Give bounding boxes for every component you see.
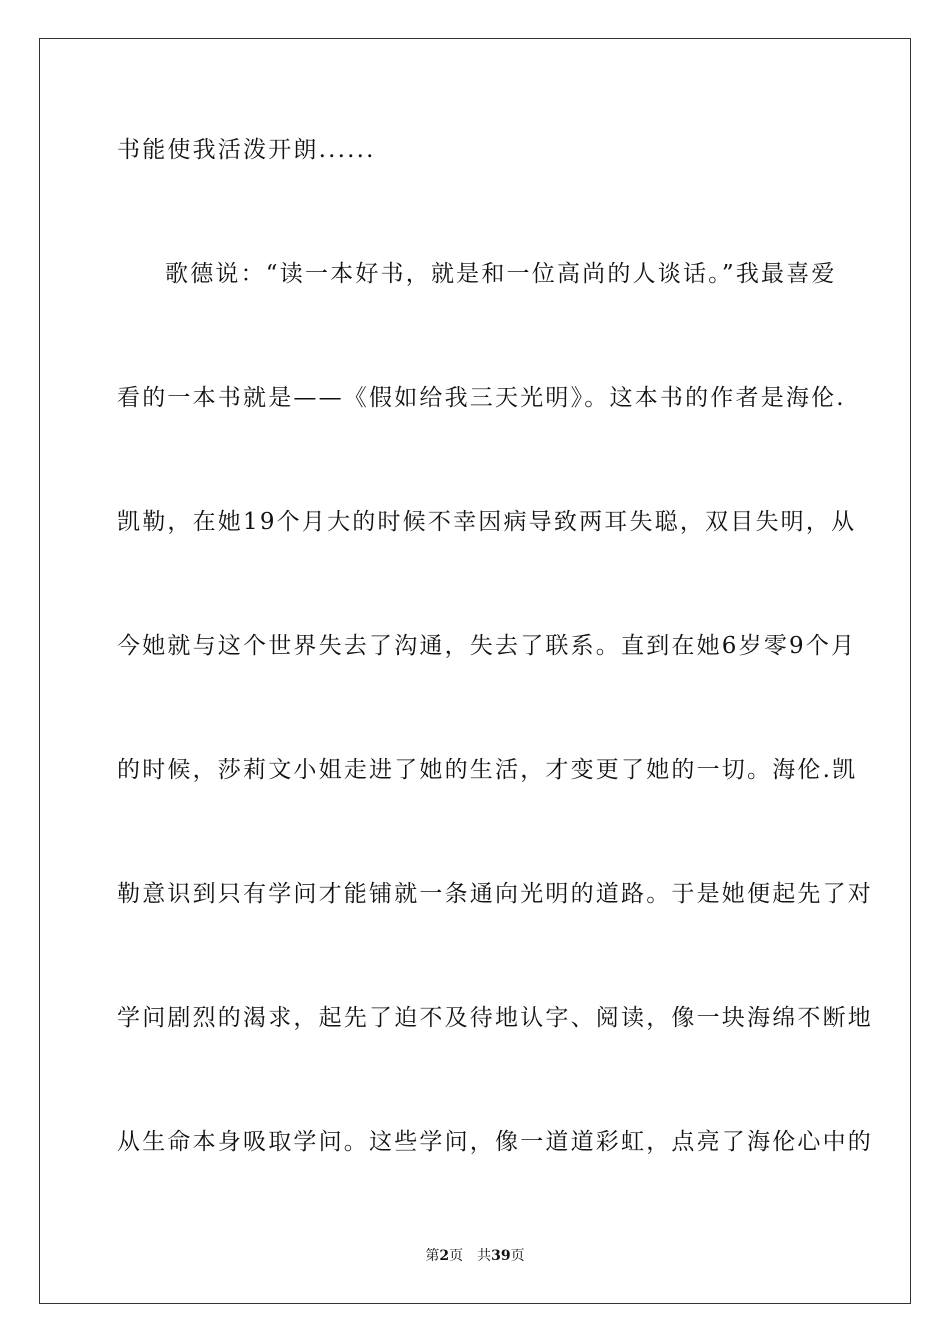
- paragraph-line: 书能使我活泼开朗......: [117, 137, 376, 163]
- total-pages-number: 39: [491, 1248, 511, 1264]
- paragraph-line: 学问剧烈的渴求，起先了迫不及待地认字、阅读，像一块海绵不断地: [117, 1005, 873, 1031]
- paragraph-line: 看的一本书就是——《假如给我三天光明》。这本书的作者是海伦.: [117, 385, 846, 411]
- page-border: [39, 38, 911, 1304]
- paragraph-line: 今她就与这个世界失去了沟通，失去了联系。直到在她6岁零9个月: [117, 633, 857, 659]
- paragraph-line: 凯勒，在她19个月大的时候不幸因病导致两耳失聪，双目失明，从: [117, 509, 857, 535]
- page-footer: [0, 1247, 950, 1265]
- page-suffix: 页: [449, 1248, 464, 1264]
- paragraph-line: 勒意识到只有学问才能铺就一条通向光明的道路。于是她便起先了对: [117, 881, 873, 907]
- total-prefix: 共: [477, 1248, 492, 1264]
- page-prefix: 第: [425, 1248, 440, 1264]
- total-suffix: 页: [510, 1248, 525, 1264]
- paragraph-line: 歌德说：“读一本好书，就是和一位高尚的人谈话。”我最喜爱: [165, 261, 837, 287]
- paragraph-line: 的时候，莎莉文小姐走进了她的生活，才变更了她的一切。海伦.凯: [117, 757, 858, 783]
- paragraph-line: 从生命本身吸取学问。这些学问，像一道道彩虹，点亮了海伦心中的: [117, 1129, 873, 1155]
- current-page-number: 2: [439, 1248, 450, 1264]
